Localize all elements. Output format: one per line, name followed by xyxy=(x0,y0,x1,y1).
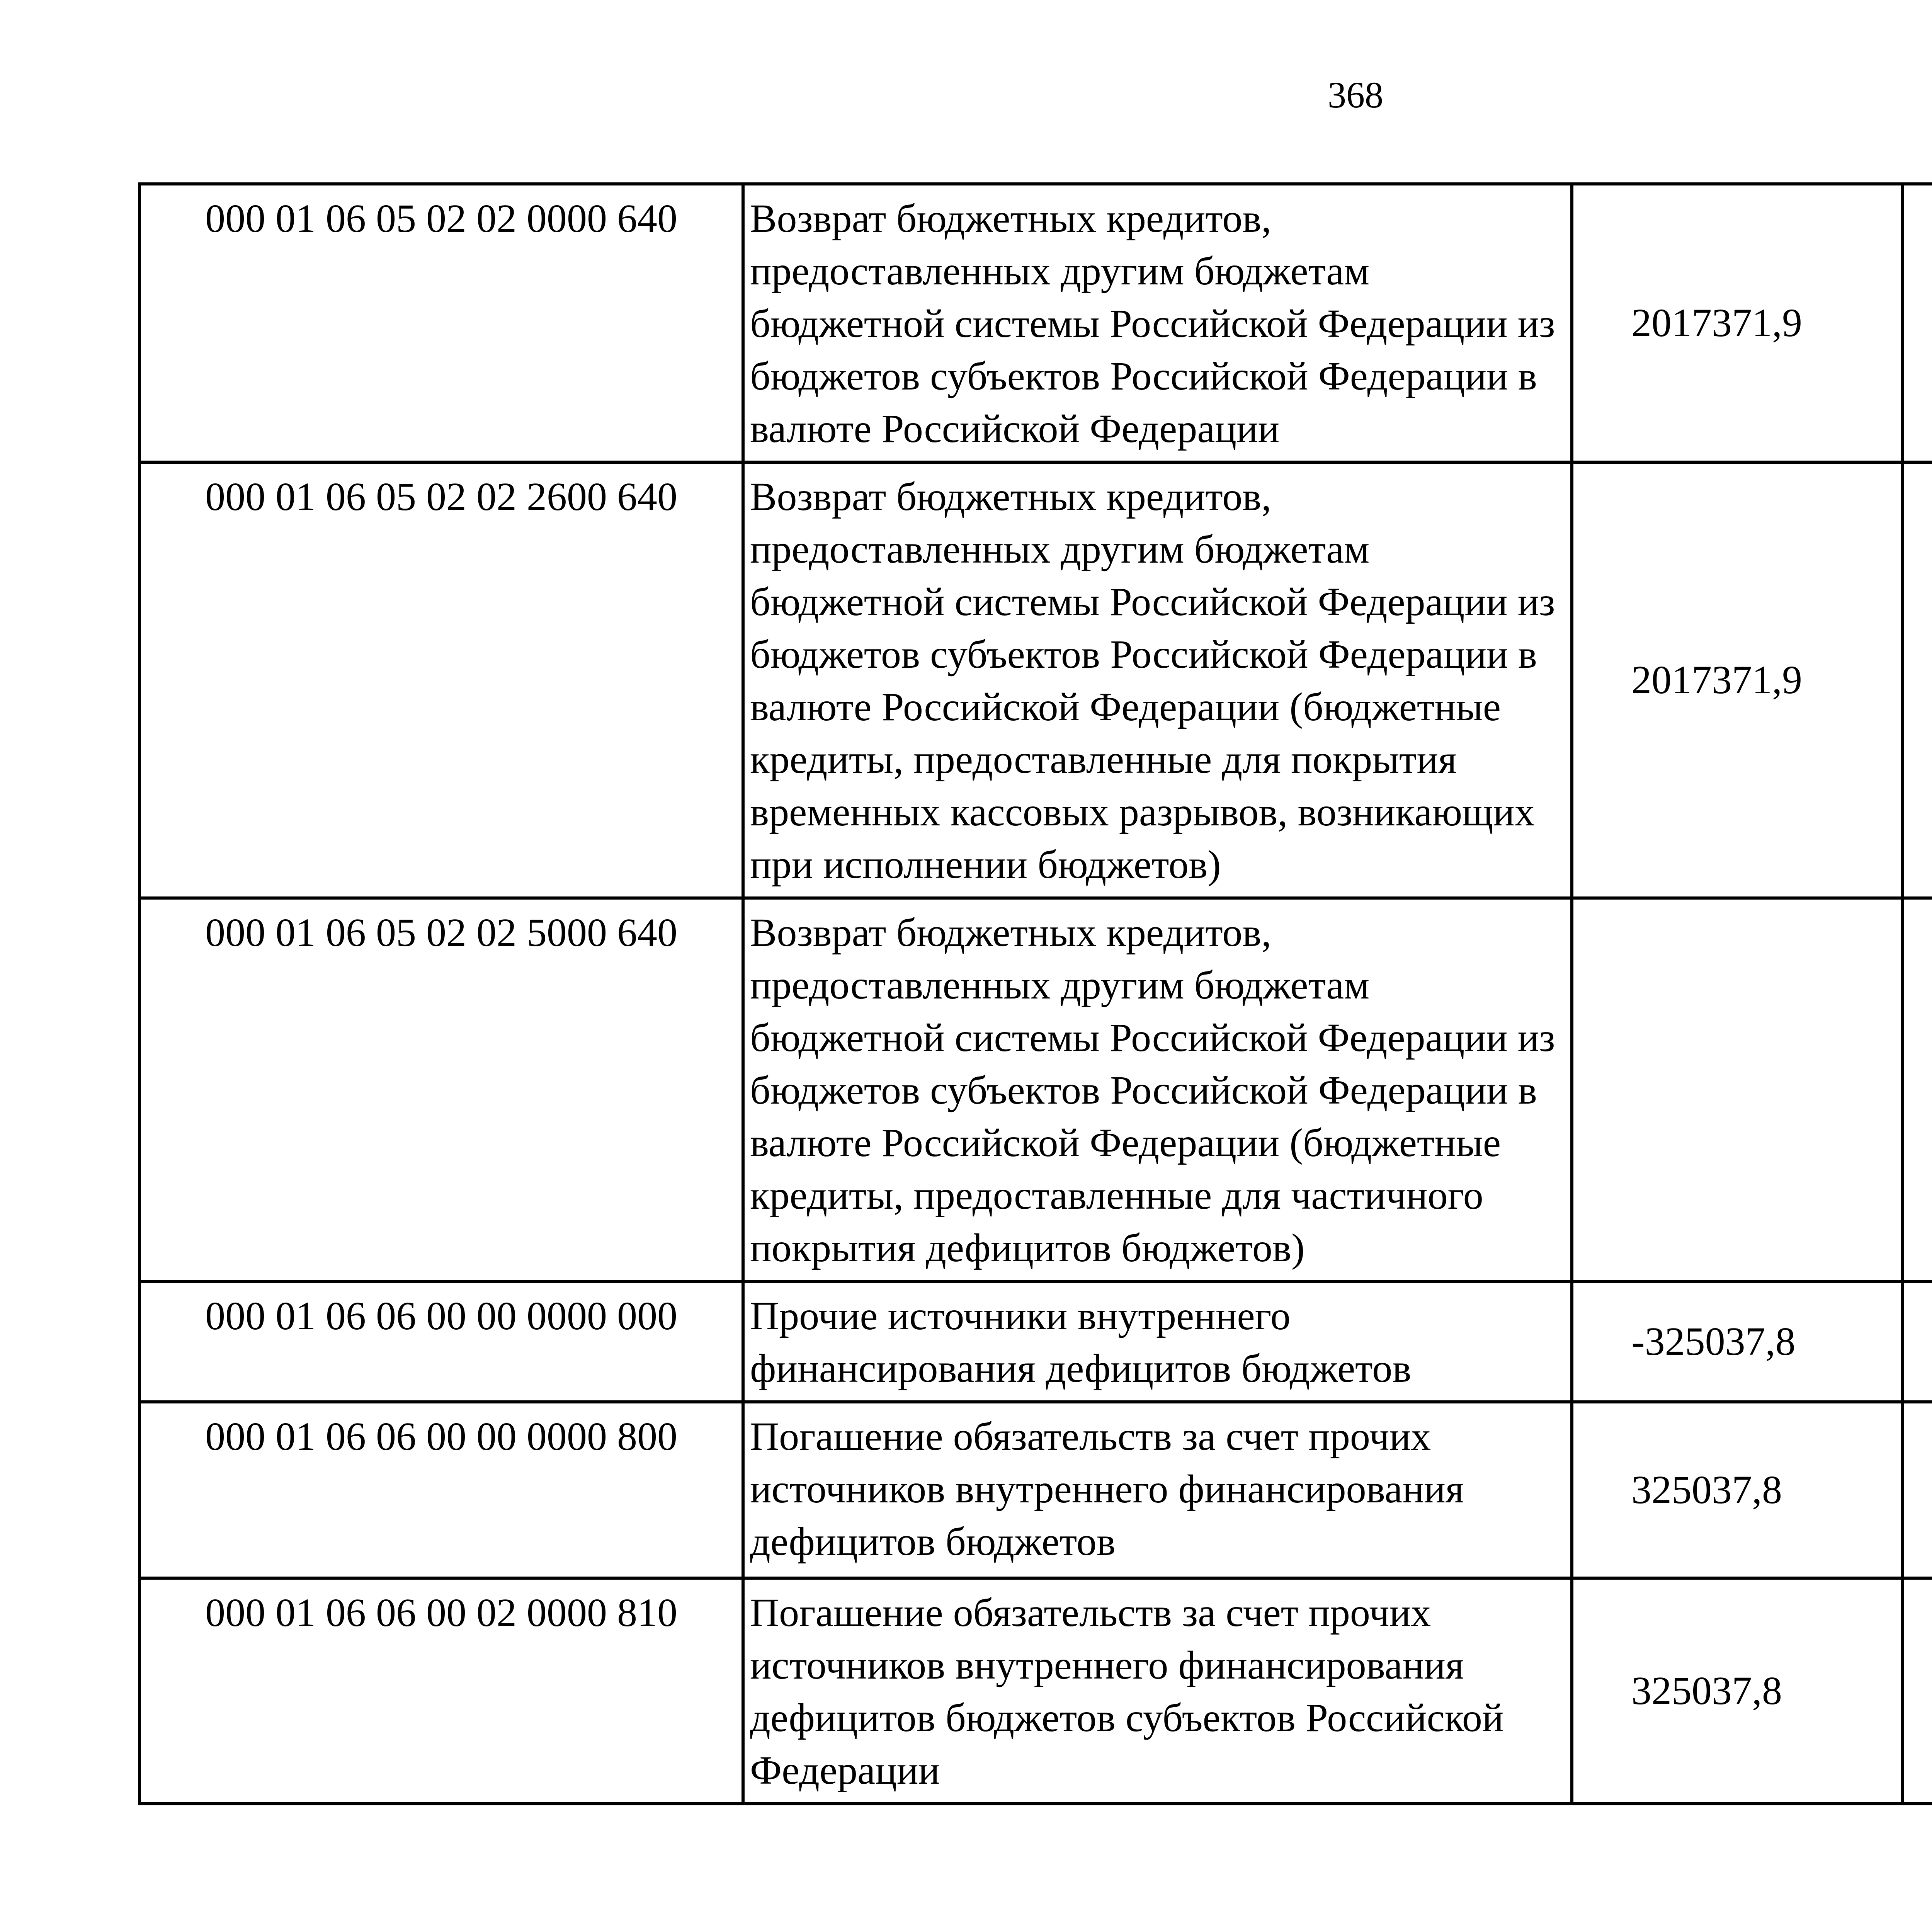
table-row xyxy=(139,462,1932,898)
table-row xyxy=(139,898,1932,1281)
row-description: Погашение обязательств за счет прочих источников внутреннего финансирования дефицитов бюджетов субъектов Российской Федерации xyxy=(743,1578,1572,1804)
page-number: 368 xyxy=(1328,74,1383,116)
budget-sources-table xyxy=(138,182,1932,1805)
budget-code: 000 01 06 05 02 02 0000 640 xyxy=(139,184,743,462)
value-year-2 xyxy=(1903,184,1932,462)
budget-code: 000 01 06 05 02 02 2600 640 xyxy=(139,462,743,898)
table-row xyxy=(139,1578,1932,1804)
value-year-1: 325037,8 xyxy=(1572,1578,1903,1804)
row-description: Прочие источники внутреннего финансирования дефицитов бюджетов xyxy=(743,1281,1572,1402)
budget-code: 000 01 06 06 00 00 0000 000 xyxy=(139,1281,743,1402)
budget-code: 000 01 06 06 00 00 0000 800 xyxy=(139,1402,743,1578)
value-year-2 xyxy=(1903,462,1932,898)
value-year-1: -325037,8 xyxy=(1572,1281,1903,1402)
value-year-1: 325037,8 xyxy=(1572,1402,1903,1578)
value-year-2 xyxy=(1903,1578,1932,1804)
row-description: Возврат бюджетных кредитов, предоставленных другим бюджетам бюджетной системы Российской Федерации из бюджетов субъектов Российской Федерации в валюте Российской Федерации (бюджетные кредиты, предоставленные для покрытия временных кассовых разрывов, возникающих при исполнении бюджетов) xyxy=(743,462,1572,898)
value-year-2 xyxy=(1903,1281,1932,1402)
row-description: Погашение обязательств за счет прочих источников внутреннего финансирования дефицитов бюджетов xyxy=(743,1402,1572,1578)
value-year-1: 2017371,9 xyxy=(1572,462,1903,898)
table-row xyxy=(139,184,1932,462)
budget-code: 000 01 06 06 00 02 0000 810 xyxy=(139,1578,743,1804)
row-description: Возврат бюджетных кредитов, предоставленных другим бюджетам бюджетной системы Российской Федерации из бюджетов субъектов Российской Федерации в валюте Российской Федерации (бюджетные кредиты, предоставленные для частичного покрытия дефицитов бюджетов) xyxy=(743,898,1572,1281)
table-row xyxy=(139,1281,1932,1402)
value-year-1 xyxy=(1572,898,1903,1281)
table-row xyxy=(139,1402,1932,1578)
value-year-1: 2017371,9 xyxy=(1572,184,1903,462)
value-year-2 xyxy=(1903,1402,1932,1578)
budget-code: 000 01 06 05 02 02 5000 640 xyxy=(139,898,743,1281)
value-year-2 xyxy=(1903,898,1932,1281)
row-description: Возврат бюджетных кредитов, предоставленных другим бюджетам бюджетной системы Российской Федерации из бюджетов субъектов Российской Федерации в валюте Российской Федерации xyxy=(743,184,1572,462)
